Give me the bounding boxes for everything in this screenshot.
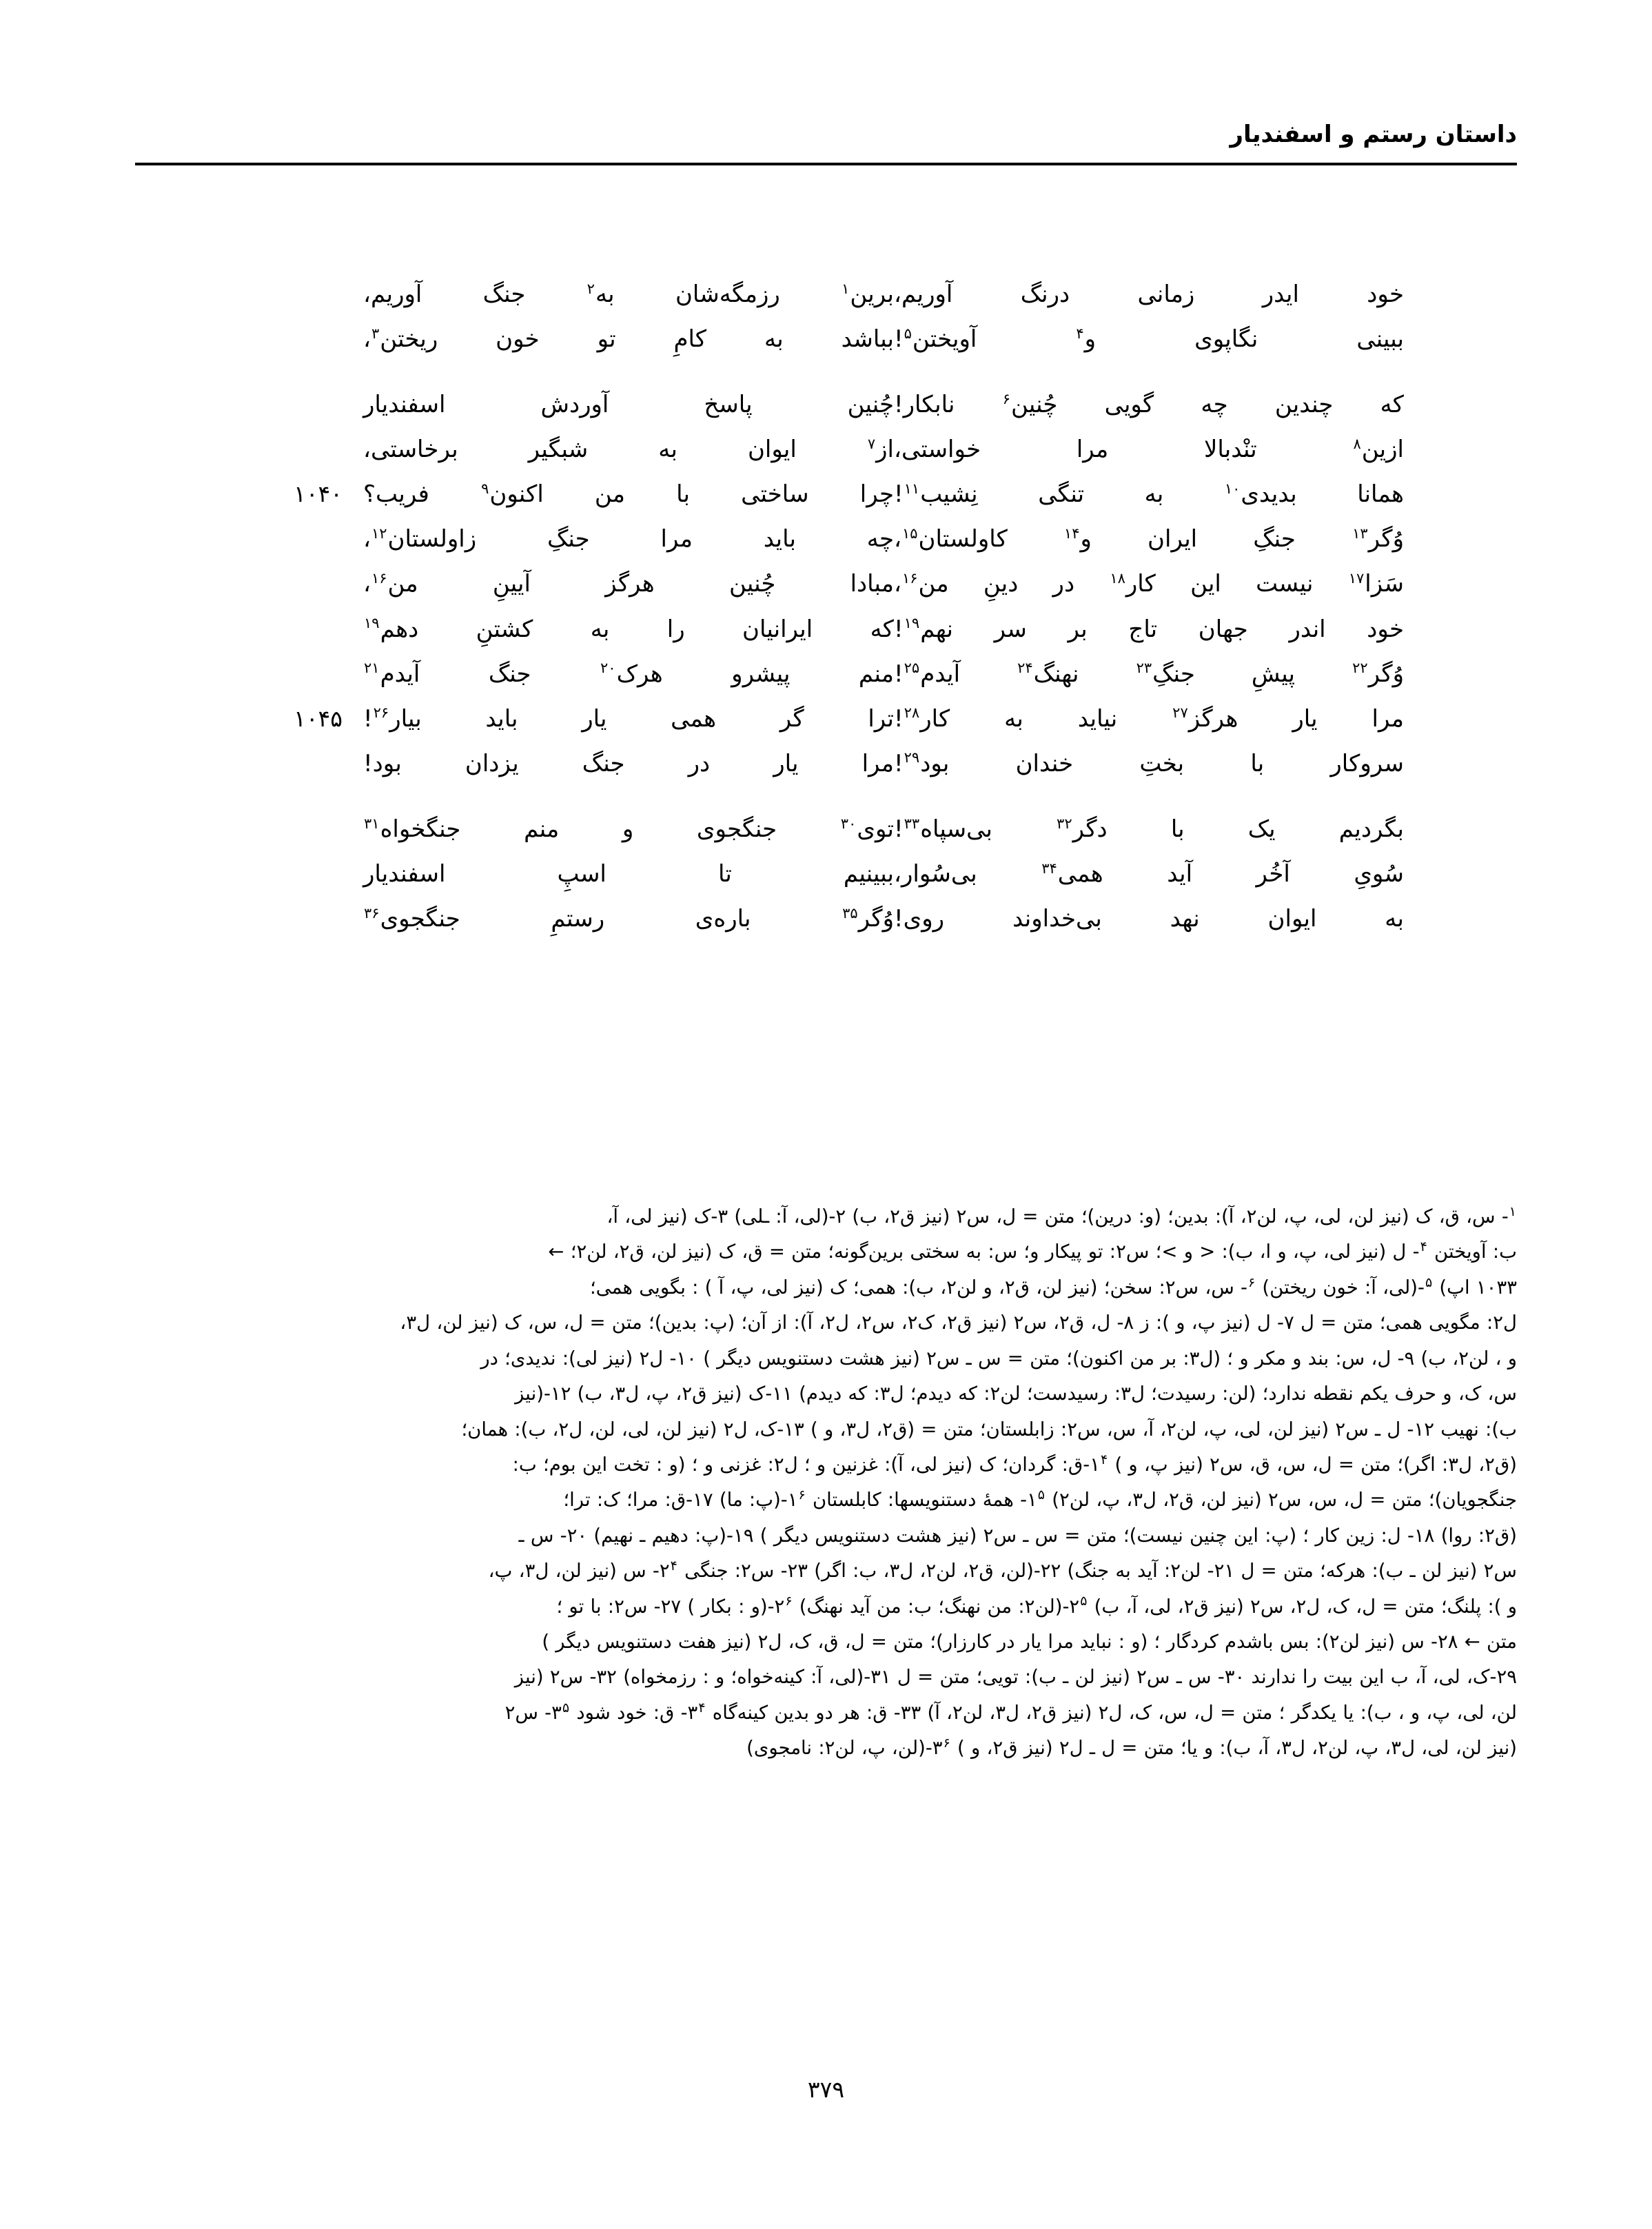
apparatus-line: ١٠٣٣ اپ) $^۵$-(لی، آ: خون ریختن) $^۶$- س، س٢: سخن؛ (نیز لن، ق٢، و لن٢، ب): همی؛ ک (نیز لی، پ، آ ) : بگویی همی؛: [589, 1274, 1517, 1299]
hemistich-second: وُگر$^{۱۳}$ جنگِ ایران و$^{۱۴}$ کاولستان$^{۱۵}$،: [894, 525, 1404, 553]
footnote-marker: ۲۷: [1172, 704, 1188, 722]
footnote-marker: ۴: [670, 1558, 677, 1574]
page-title: داستان رستم و اسفندیار: [1230, 121, 1517, 148]
apparatus-line: و ): پلنگ؛ متن = ل، ک، ل٢، س٢ (نیز ق٢، لی، آ، ب) ٢$^۵$-(لن٢: من نهنگ؛ ب: من آید نهنگ) ٢$^۶$-(و : بکار ) ٢٧- س٢: با تو ؛: [556, 1594, 1517, 1618]
hemistich-second: همانا بدیدی$^{۱۰}$ به تنگی نِشیب$^{۱۱}$!: [894, 480, 1404, 509]
hemistich-first: بباشد به کامِ تو خون ریختن$^۳$،: [363, 325, 894, 354]
footnote-marker: ۶: [1247, 1274, 1256, 1290]
footnote-marker: ۶: [785, 1594, 793, 1609]
footnote-marker: ۵: [1425, 1274, 1433, 1290]
apparatus-line: متن ← ٢٨- س (نیز لن٢): بس باشدم کردگار ؛ (و : نباید مرا یار در کارزار)؛ متن = ل، ق، ک، ل٢ (نیز هفت دستنویس دیگر ): [542, 1631, 1517, 1653]
footnote-marker: ۱۹: [904, 615, 920, 632]
hemistich-second: خود اندر جهان تاج بر سر نهم$^{۱۹}$!: [894, 615, 1404, 643]
footnote-marker: ۶: [1002, 390, 1010, 407]
hemistich-first: ترا گر همی یار باید بیار$^{۲۶}$!: [363, 704, 894, 733]
hemistich-second: به ایوان نهد بی‌خداوند روی!: [894, 905, 1404, 933]
footnote-marker: ۱۷: [1348, 570, 1365, 587]
verse-block: [248, 276, 1404, 945]
verse-couplet: [248, 320, 1404, 358]
apparatus-line: ب): نهیب ١٢- ل ـ س٢ (نیز لن، لی، پ، لن٢، آ، س، س٢: زابلستان؛ متن = (ق٢، ل٣، و ) ١٣-ک، ل٢ (نیز لن، لی، لن، ل٢، ب): همان؛: [461, 1418, 1517, 1441]
hemistich-second: خود ایدر زمانی درنگ آوریم،: [894, 281, 1404, 308]
footnote-marker: ۵: [1037, 1487, 1045, 1503]
footnote-marker: ۱۵: [901, 525, 918, 542]
hemistich-first: ببینیم تا اسپِ اسفندیار: [363, 859, 894, 888]
hemistich-first: مرا یار در جنگ یزدان بود!: [363, 749, 894, 777]
hemistich-second: سُویِ آخُر آید همی$^{۳۴}$ بی‌سُوار،: [894, 859, 1404, 888]
footnote-marker: ۱۶: [371, 570, 387, 587]
footnote-marker: ۱۰: [1224, 480, 1241, 497]
verse-couplet: [248, 476, 1404, 513]
verse-couplet: [248, 386, 1404, 424]
footnote-marker: ۷: [867, 435, 876, 452]
hemistich-second: سَزا$^{۱۷}$ نیست این کار$^{۱۸}$ در دینِ من$^{۱۶}$،: [894, 570, 1404, 598]
footnote-marker: ۳۲: [1057, 815, 1072, 832]
footnote-marker: ۱۹: [364, 615, 380, 632]
hemistich-second: سروکار با بختِ خندان بود$^{۲۹}$!: [894, 749, 1404, 777]
verse-couplet: [248, 811, 1404, 848]
footnote-marker: ۸: [1353, 435, 1361, 452]
footnote-marker: ۳۴: [1041, 859, 1057, 877]
critical-apparatus: [135, 1199, 1517, 1767]
verse-couplet: [248, 276, 1404, 314]
footnote-marker: ۲۲: [1352, 660, 1368, 677]
apparatus-line: س، ک، و حرف یکم نقطه ندارد؛ (لن: رسیدت؛ ل٣: رسیدست؛ لن٢: که دیدم؛ ل٣: که دیدم) ١١-ک (نیز ق٢، پ، ل٣، ب) ١٢-(نیز: [515, 1383, 1517, 1405]
footnote-marker: ۱۸: [1110, 570, 1125, 587]
apparatus-line: و ، لن٢، ب) ٩- ل، س: بند و مکر و ؛ (ل٣: بر من اکنون)؛ متن = س ـ س٢ (نیز هشت دستنویس دیگر ) ١٠- ل٢ (نیز لی): ندیدی؛ در: [480, 1347, 1517, 1370]
verse-couplet: [248, 700, 1404, 738]
footnote-marker: ۱: [1509, 1203, 1516, 1219]
footnote-marker: ۳۳: [904, 815, 920, 832]
header-divider-rule: [135, 163, 1517, 165]
hemistich-first: چرا ساختی با من اکنون$^۹$ فریب؟: [363, 480, 894, 509]
footnote-marker: ۴: [698, 1700, 706, 1716]
footnote-marker: ۴: [1420, 1239, 1427, 1255]
footnote-marker: ۴: [1076, 325, 1084, 342]
verse-line-number: ۱۰۴۰: [294, 480, 343, 508]
footnote-marker: ۱: [842, 280, 850, 297]
footnote-marker: ۲۳: [1136, 660, 1152, 677]
hemistich-first: که ایرانیان را به کشتنِ دهم$^{۱۹}$: [364, 615, 894, 643]
apparatus-line: ب: آویختن $^۴$- ل (نیز لی، پ، و ا، ب): < و >؛ س٢: تو پیکار و؛ س: به سختی برین‌گونه؛ متن = ق، ک (نیز لن، ق٢، لن٢؛ ←: [548, 1239, 1517, 1263]
footnote-marker: ۲: [587, 280, 595, 297]
hemistich-second: بگردیم یک با دگر$^{۳۲}$ بی‌سپاه$^{۳۳}$!: [894, 815, 1404, 843]
apparatus-line: (نیز لن، لی، ل٣، پ، لن٢، ل٣، آ، ب): و یا؛ متن = ل ـ ل٢ (نیز ق٢، و ) ٣$^۶$-(لن، پ، لن٢: نامجوی): [746, 1736, 1517, 1760]
footnote-marker: ۲۰: [600, 660, 616, 677]
footnote-marker: ۲۶: [373, 704, 389, 722]
apparatus-line: س٢ (نیز لن ـ ب): هرکه؛ متن = ل ٢١- لن٢: آید به جنگ) ٢٢-(لن، ق٢، لن٢، ل٣، ب: اگر) ٢٣- س٢: جنگی ٢$^۴$- س (نیز لن، ل٣، پ،: [488, 1558, 1517, 1582]
verse-couplet: [248, 611, 1404, 649]
apparatus-line: جنگجویان)؛ متن = ل، س، س٢ (نیز لن، ق٢، ل٣، پ، لن٢) ١$^۵$- همهٔ دستنویسها: کابلستان ١$^۶$-(پ: ما) ١٧-ق: مرا؛ ک: ترا؛: [563, 1487, 1517, 1512]
footnote-marker: ۵: [904, 325, 912, 342]
running-header: [135, 123, 1517, 174]
footnote-marker: ۲۵: [904, 660, 920, 677]
footnote-marker: ۳۱: [364, 815, 380, 832]
footnote-marker: ۲۸: [904, 704, 920, 722]
footnote-marker: ۳۶: [364, 904, 380, 922]
footnote-marker: ۱۲: [371, 525, 387, 542]
verse-couplet: [248, 655, 1404, 693]
footnote-marker: ۵: [1080, 1594, 1088, 1609]
hemistich-first: چُنین پاسخ آوردش اسفندیار: [363, 391, 894, 419]
hemistich-second: ببینی نگاپوی و$^۴$ آویختن$^۵$!: [894, 325, 1404, 354]
apparatus-line: لن، لی، پ، و ، ب): یا یکدگر ؛ متن = ل، س، ک، ل٢ (نیز ق٢، ل٣، لن٢، آ) ٣٣- ق: هر دو بدین کینه‌گاه ٣$^۴$- ق: خود شود ٣$^۵$- س٢: [504, 1700, 1517, 1724]
verse-couplet: [248, 565, 1404, 603]
footnote-marker: ۲۴: [1017, 660, 1033, 677]
apparatus-line: (ق٢: روا) ١٨- ل: زین کار ؛ (پ: این چنین نیست)؛ متن = س ـ س٢ (نیز هشت دستنویس دیگر ) ١٩-(پ: دهیم ـ نهیم) ٢٠- س ـ: [518, 1524, 1517, 1547]
footnote-marker: ۱۱: [904, 480, 920, 497]
footnote-marker: ۹: [481, 480, 489, 497]
folio-number: ۳۷۹: [807, 2076, 845, 2103]
hemistich-first: وُگر$^{۳۵}$ باره‌ی رستمِ جنگجوی$^{۳۶}$: [364, 904, 894, 933]
footnote-marker: ۵: [562, 1700, 570, 1716]
verse-line-number: ۱۰۴۵: [294, 704, 343, 732]
hemistich-second: که چندین چه گویی چُنین$^۶$ نابکار!: [894, 390, 1404, 419]
footnote-marker: ۴: [1100, 1452, 1108, 1467]
apparatus-line: $^۱$- س، ق، ک (نیز لن، لی، پ، لن٢، آ): بدین؛ (و: درین)؛ متن = ل، س٢ (نیز ق٢، ب) ٢-(لی، آ: ـلی) ٣-ک (نیز لی، آ،: [606, 1203, 1516, 1228]
verse-couplet: [248, 431, 1404, 469]
footnote-marker: ۳۵: [842, 904, 858, 922]
footnote-marker: ۱۴: [1063, 525, 1080, 542]
hemistich-first: مبادا چُنین هرگز آیینِ من$^{۱۶}$،: [363, 570, 894, 598]
verse-couplet: [248, 520, 1404, 558]
verse-couplet: [248, 855, 1404, 893]
hemistich-first: از$^۷$ ایوان به شبگیر برخاستی،: [363, 435, 894, 464]
footnote-marker: ۶: [943, 1736, 950, 1751]
hemistich-first: چه باید مرا جنگِ زاولستان$^{۱۲}$،: [363, 525, 894, 553]
apparatus-line: ٢٩-ک، لی، آ، ب این بیت را ندارند ٣٠- س ـ س٢ (نیز لن ـ ب): تویی؛ متن = ل ٣١-(لی، آ: کینه‌خواه؛ و : رزمخواه) ٣٢- س٢ (نیز: [514, 1666, 1517, 1689]
hemistich-second: وُگر$^{۲۲}$ پیشِ جنگِ$^{۲۳}$ نهنگ$^{۲۴}$ آیدم$^{۲۵}$!: [894, 660, 1404, 688]
footnote-marker: ۱۳: [1352, 525, 1368, 542]
hemistich-first: منم پیشرو هرک$^{۲۰}$ جنگ آیدم$^{۲۱}$: [364, 660, 894, 688]
hemistich-first: برین$^۱$ رزمگه‌شان به$^۲$ جنگ آوریم،: [363, 280, 894, 308]
apparatus-line: ل٢: مگویی همی؛ متن = ل ٧- ل (نیز پ، و ): ز ٨- ل، ق٢، س٢ (نیز ق٢، ک٢، س٢، ل٢، آ): از آن؛ (پ: بدین)؛ متن = ل، س، ک (نیز لن، ل٣،: [400, 1312, 1517, 1334]
footnote-marker: ۶: [798, 1487, 806, 1503]
footnote-marker: ۲۹: [904, 749, 920, 766]
footnote-marker: ۱۶: [901, 570, 918, 587]
hemistich-second: ازین$^۸$ تنْدبالا مرا خواستی،: [894, 435, 1404, 464]
footnote-marker: ۳: [371, 325, 380, 342]
apparatus-line: (ق٢، ل٣: اگر)؛ متن = ل، س، ق، س٢ (نیز پ، و ) ١$^۴$-ق: گردان؛ ک (نیز لی، آ): غزنین و ؛ ل٢: غزنی و ؛ (و : تخت این بوم؛ ب:: [512, 1452, 1517, 1476]
footnote-marker: ۳۰: [840, 815, 857, 832]
verse-couplet: [248, 745, 1404, 783]
hemistich-first: توی$^{۳۰}$ جنگجوی و منم جنگخواه$^{۳۱}$: [364, 815, 894, 843]
hemistich-second: مرا یار هرگز$^{۲۷}$ نیاید به کار$^{۲۸}$!: [894, 704, 1404, 733]
footnote-marker: ۲۱: [364, 660, 380, 677]
verse-couplet: [248, 900, 1404, 938]
